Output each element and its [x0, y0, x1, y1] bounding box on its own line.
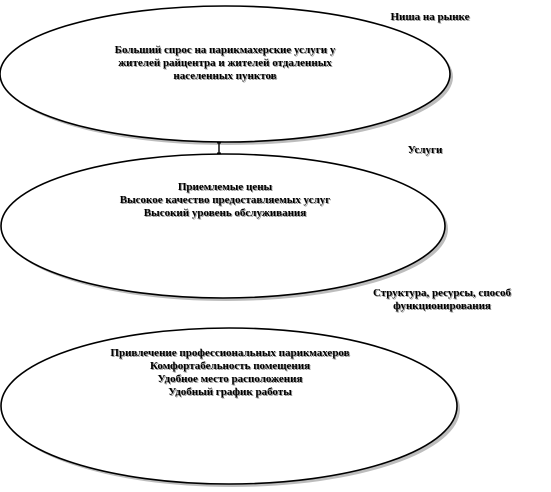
- market-niche-line-3: населенных пунктов: [173, 70, 277, 82]
- ellipse-services: [1, 154, 445, 298]
- heading-market-niche: Ниша на рынке: [390, 11, 470, 23]
- structure-line-4: Удобный график работы: [168, 386, 292, 398]
- ellipse-services-text: [70, 181, 380, 220]
- structure-line-1: Привлечение профессиональных парикмахеров: [110, 347, 350, 359]
- services-line-2: Высокое качество предоставляемых услуг: [119, 194, 331, 206]
- heading-structure-line-1: Структура, ресурсы, способ: [372, 287, 512, 299]
- market-niche-line-2: жителей райцентра и жителей отдаленных: [118, 57, 332, 69]
- heading-structure-line-2: функционирования: [393, 300, 491, 312]
- ellipse-structure-text: [70, 347, 390, 399]
- services-line-1: Приемлемые цены: [177, 181, 273, 193]
- structure-line-3: Удобное место расположения: [157, 373, 303, 385]
- market-niche-line-1: Больший спрос на парикмахерские услуги у: [114, 44, 336, 56]
- services-line-3: Высокий уровень обслуживания: [143, 207, 307, 219]
- structure-line-2: Комфортабельность помещения: [149, 360, 311, 372]
- heading-services: Услуги: [407, 144, 443, 156]
- ellipse-market-niche-text: [70, 44, 380, 83]
- heading-structure: [352, 287, 532, 313]
